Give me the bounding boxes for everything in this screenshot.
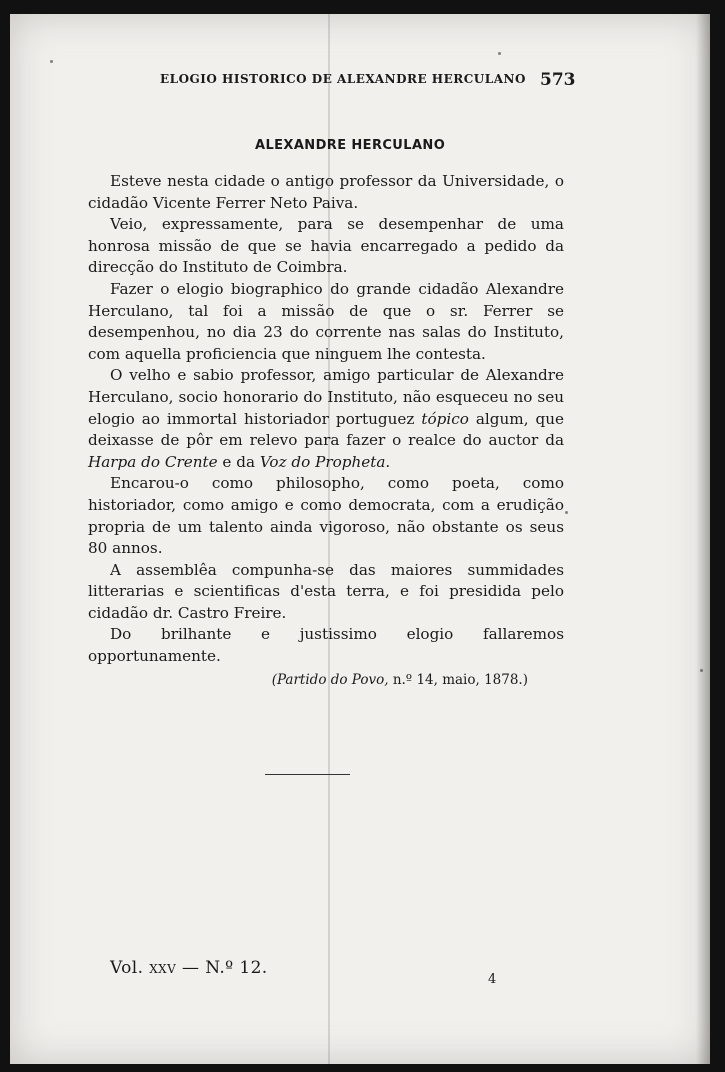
paragraph-text: e da xyxy=(217,452,260,471)
issue-number: — N.º 12. xyxy=(181,958,268,978)
article-body xyxy=(88,171,564,691)
work-title: Voz do Propheta xyxy=(259,452,386,471)
paragraph: Veio, expressamente, para se desempenhar de uma honrosa missão de que se havia encarregado a pedido da direcção do Instituto de Coimbra. xyxy=(88,215,564,277)
signature-mark xyxy=(110,958,268,978)
vol-label: Vol. xyxy=(110,958,144,978)
sheet-number: 4 xyxy=(488,972,497,987)
paragraph-text: . xyxy=(385,452,391,471)
running-head: ELOGIO HISTORICO DE ALEXANDRE HERCULANO xyxy=(160,72,526,86)
paragraph: A assemblêa compunha-se das maiores summidades litterarias e scientificas d'esta terra, e foi presidida pelo cidadão dr. Castro Freire. xyxy=(88,560,564,622)
paragraph: Fazer o elogio biographico do grande cidadão Alexandre Herculano, tal foi a missão de que o sr. Ferrer se desempenhou, no dia 23 do corrente nas salas do Instituto, com aquella proficiencia que ninguem lhe contesta. xyxy=(88,279,564,363)
ink-speck xyxy=(498,52,501,55)
paragraph: Encarou-o como philosopho, como poeta, como historiador, como amigo e como democrata, com a erudição propria de um talento ainda vigoroso, não obstante os seus 80 annos. xyxy=(88,474,564,558)
vol-number: xxv xyxy=(149,958,177,978)
ink-speck xyxy=(700,669,703,672)
paragraph xyxy=(88,365,564,473)
italic-word: tópico xyxy=(421,409,469,428)
citation-details: n.º 14, maio, 1878.) xyxy=(392,671,528,688)
document-page xyxy=(10,14,710,1064)
article-title: ALEXANDRE HERCULANO xyxy=(255,138,446,153)
page-number: 573 xyxy=(540,70,576,90)
ink-speck xyxy=(50,60,53,63)
citation xyxy=(88,670,564,692)
section-rule xyxy=(265,774,350,775)
scan-shadow xyxy=(696,14,710,1064)
work-title: Harpa do Crente xyxy=(88,452,218,471)
citation-source: (Partido do Povo, xyxy=(271,671,389,688)
paragraph-text: algum, que deixasse de pôr em relevo para fazer o realce do auctor da xyxy=(88,409,564,450)
ink-speck xyxy=(565,511,568,514)
paragraph-text: O velho e sabio professor, amigo particular de Alexandre Herculano, socio honorario do Instituto, não esqueceu no seu elogio ao immortal historiador portuguez xyxy=(88,366,564,428)
paragraph: Do brilhante e justissimo elogio fallaremos opportunamente. xyxy=(88,625,564,666)
paragraph: Esteve nesta cidade o antigo professor da Universidade, o cidadão Vicente Ferrer Neto Paiva. xyxy=(88,172,564,212)
